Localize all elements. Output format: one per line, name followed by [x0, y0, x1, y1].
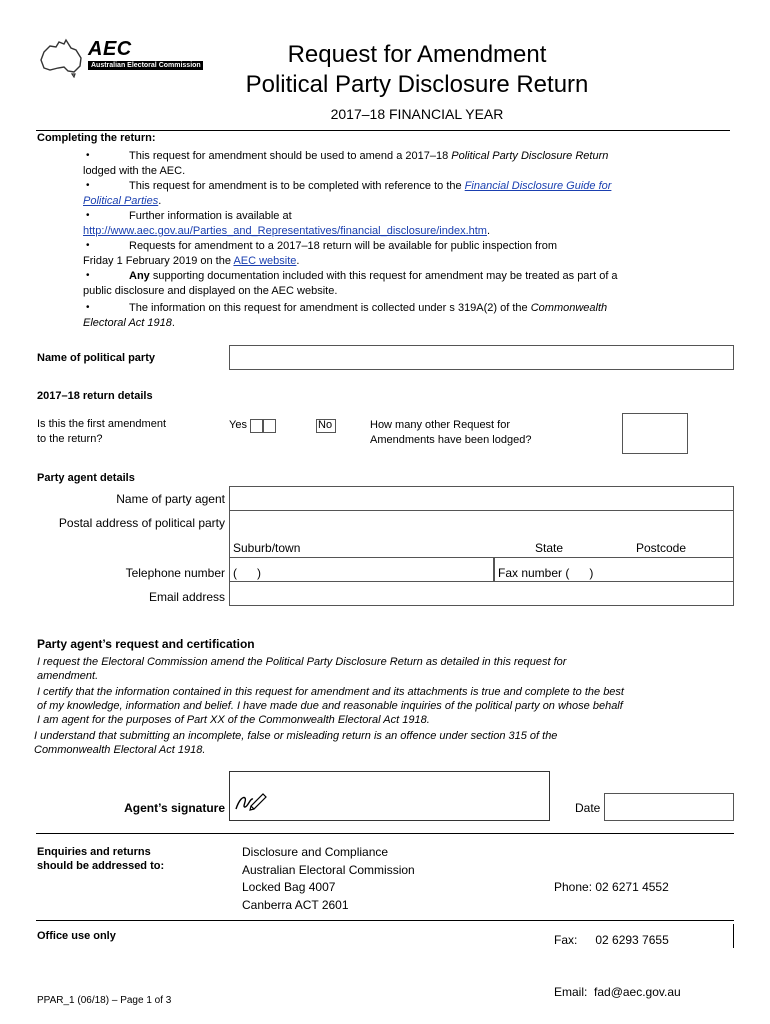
enquiries-line-2: should be addressed to:: [37, 860, 165, 872]
enquiries-email[interactable]: Email: fad@aec.gov.au: [554, 985, 681, 999]
enquiries-rule: [36, 833, 734, 834]
pen-signature-icon: [233, 790, 269, 812]
certification-certify-paragraph: [37, 685, 747, 727]
b4-text: Requests for amendment to a 2017–18 return will be available for public inspection from: [129, 240, 558, 252]
b5-bold: Any: [129, 270, 150, 282]
p1-line-2: amendment.: [37, 670, 99, 682]
address-line-2: Australian Electoral Commission: [242, 862, 415, 877]
completing-heading: Completing the return:: [37, 132, 156, 144]
other-amendments-count-field[interactable]: [622, 413, 688, 454]
aec-website-link[interactable]: AEC website: [233, 255, 297, 267]
b6-italic-1: Commonwealth: [530, 302, 608, 314]
certification-offence-paragraph: [34, 729, 734, 757]
completing-item-2: [83, 179, 723, 209]
party-name-field[interactable]: [229, 345, 734, 370]
p2-line-1: I certify that the information contained in this request for amendment and its attachments is true and complete to the best: [37, 686, 624, 698]
signature-label: Agent’s signature: [124, 801, 225, 815]
address-line-3: Locked Bag 4007: [242, 880, 336, 894]
telephone-paren: ( ): [233, 566, 261, 580]
postal-address-field[interactable]: [229, 510, 734, 535]
title-line-2: Political Party Disclosure Return: [245, 71, 589, 98]
party-agent-heading: Party agent details: [37, 472, 135, 484]
office-use-rule: [36, 920, 734, 921]
enquiries-fax-label: Fax:: [554, 932, 578, 947]
b2-end: .: [158, 195, 162, 207]
b6-italic-2: Electoral Act 1918: [83, 317, 172, 329]
first-amendment-question: [37, 417, 166, 447]
guide-link-2[interactable]: Political Parties: [83, 195, 159, 207]
email-field[interactable]: [229, 581, 734, 606]
address-line-4: Canberra ACT 2601: [242, 897, 349, 912]
other-q-line-2: Amendments have been lodged?: [370, 434, 532, 446]
date-field[interactable]: [604, 793, 734, 821]
completing-item-5: [83, 269, 723, 299]
completing-item-4: [83, 239, 723, 269]
agent-name-label: Name of party agent: [116, 492, 225, 506]
yes-checkbox-1[interactable]: [250, 419, 263, 433]
p2-line-2: of my knowledge, information and belief. I have made due and reasonable inquiries of the political party on whose behalf: [37, 700, 623, 712]
logo-name: AEC: [88, 38, 132, 60]
enquiries-fax-value: 02 6293 7655: [595, 932, 669, 947]
enquiries-label: [37, 845, 164, 873]
telephone-label: Telephone number: [125, 566, 225, 580]
p3-line-2: Commonwealth Electoral Act 1918.: [34, 744, 206, 756]
phone-contact: [554, 844, 681, 1019]
page-title: [210, 40, 624, 100]
p2-line-3: I am agent for the purposes of Part XX of the Commonwealth Electoral Act 1918.: [37, 714, 430, 726]
bullet-6: •: [86, 302, 90, 313]
bullet-1: •: [86, 150, 90, 161]
b5-text-2: public disclosure and displayed on the AEC website.: [83, 285, 338, 297]
completing-item-6: [83, 301, 723, 331]
state-label: State: [535, 541, 564, 555]
b3-text: Further information is available at: [129, 210, 292, 222]
date-label: Date: [575, 801, 601, 815]
office-use-border: [733, 924, 734, 948]
aec-logo: [38, 38, 208, 78]
question-line-2: to the return?: [37, 433, 103, 445]
enquiries-line-1: Enquiries and returns: [37, 846, 151, 858]
title-line-1: Request for Amendment: [287, 41, 547, 68]
yes-checkbox-2[interactable]: [263, 419, 276, 433]
agent-name-field[interactable]: [229, 486, 734, 511]
bullet-4: •: [86, 240, 90, 251]
telephone-field[interactable]: [229, 557, 494, 582]
b6-end: .: [171, 317, 175, 329]
signature-field[interactable]: [229, 771, 550, 821]
completing-item-3: [83, 209, 723, 239]
page-footer: PPAR_1 (06/18) – Page 1 of 3: [37, 995, 172, 1006]
yes-label: Yes: [229, 419, 247, 431]
postal-address-label: Postal address of political party: [58, 516, 225, 530]
bullet-5: •: [86, 270, 90, 281]
b3-end: .: [486, 225, 491, 237]
b1-italic: Political Party Disclosure Return: [451, 150, 609, 162]
office-use-label: Office use only: [37, 930, 116, 942]
b4-end: .: [296, 255, 300, 267]
question-line-1: Is this the first amendment: [37, 418, 166, 430]
b1-text-2: lodged with the AEC.: [83, 165, 186, 177]
party-name-label: Name of political party: [37, 352, 155, 364]
enquiries-phone: Phone: 02 6271 4552: [554, 880, 669, 894]
header-rule: [36, 130, 730, 131]
postcode-label: Postcode: [636, 541, 687, 555]
address-line-1: Disclosure and Compliance: [242, 845, 389, 859]
fax-label: Fax number ( ): [498, 566, 594, 580]
b2-text: This request for amendment is to be completed with reference to the: [129, 180, 465, 192]
financial-year: 2017–18 FINANCIAL YEAR: [330, 106, 504, 122]
b4-text-2: Friday 1 February 2019 on the: [83, 255, 234, 267]
b6-text: The information on this request for amendment is collected under s 319A(2) of the: [129, 302, 531, 314]
bullet-3: •: [86, 210, 90, 221]
b5-text: supporting documentation included with this request for amendment may be treated as part of a: [149, 270, 618, 282]
other-amendments-question: [370, 418, 531, 448]
certification-request-paragraph: [37, 655, 737, 683]
guide-link-1[interactable]: Financial Disclosure Guide for: [464, 180, 612, 192]
no-label: No: [318, 419, 333, 431]
postal-contact: [242, 844, 415, 914]
disclosure-url-link[interactable]: http://www.aec.gov.au/Parties_and_Representatives/financial_disclosure/index.htm: [83, 225, 487, 237]
p3-line-1: I understand that submitting an incomplete, false or misleading return is an offence under section 315 of the: [34, 730, 558, 742]
australia-map-icon: [38, 38, 86, 78]
p1-line-1: I request the Electoral Commission amend the Political Party Disclosure Return as detailed in this request for: [37, 656, 567, 668]
return-details-heading: 2017–18 return details: [37, 390, 153, 402]
logo-subtitle: Australian Electoral Commission: [88, 61, 203, 70]
email-label: Email address: [148, 590, 225, 604]
suburb-label: Suburb/town: [233, 541, 301, 555]
completing-item-1: [83, 149, 723, 179]
b1-text: This request for amendment should be used to amend a 2017–18: [129, 150, 452, 162]
certification-heading: Party agent’s request and certification: [37, 637, 255, 651]
bullet-2: •: [86, 180, 90, 191]
other-q-line-1: How many other Request for: [370, 419, 511, 431]
